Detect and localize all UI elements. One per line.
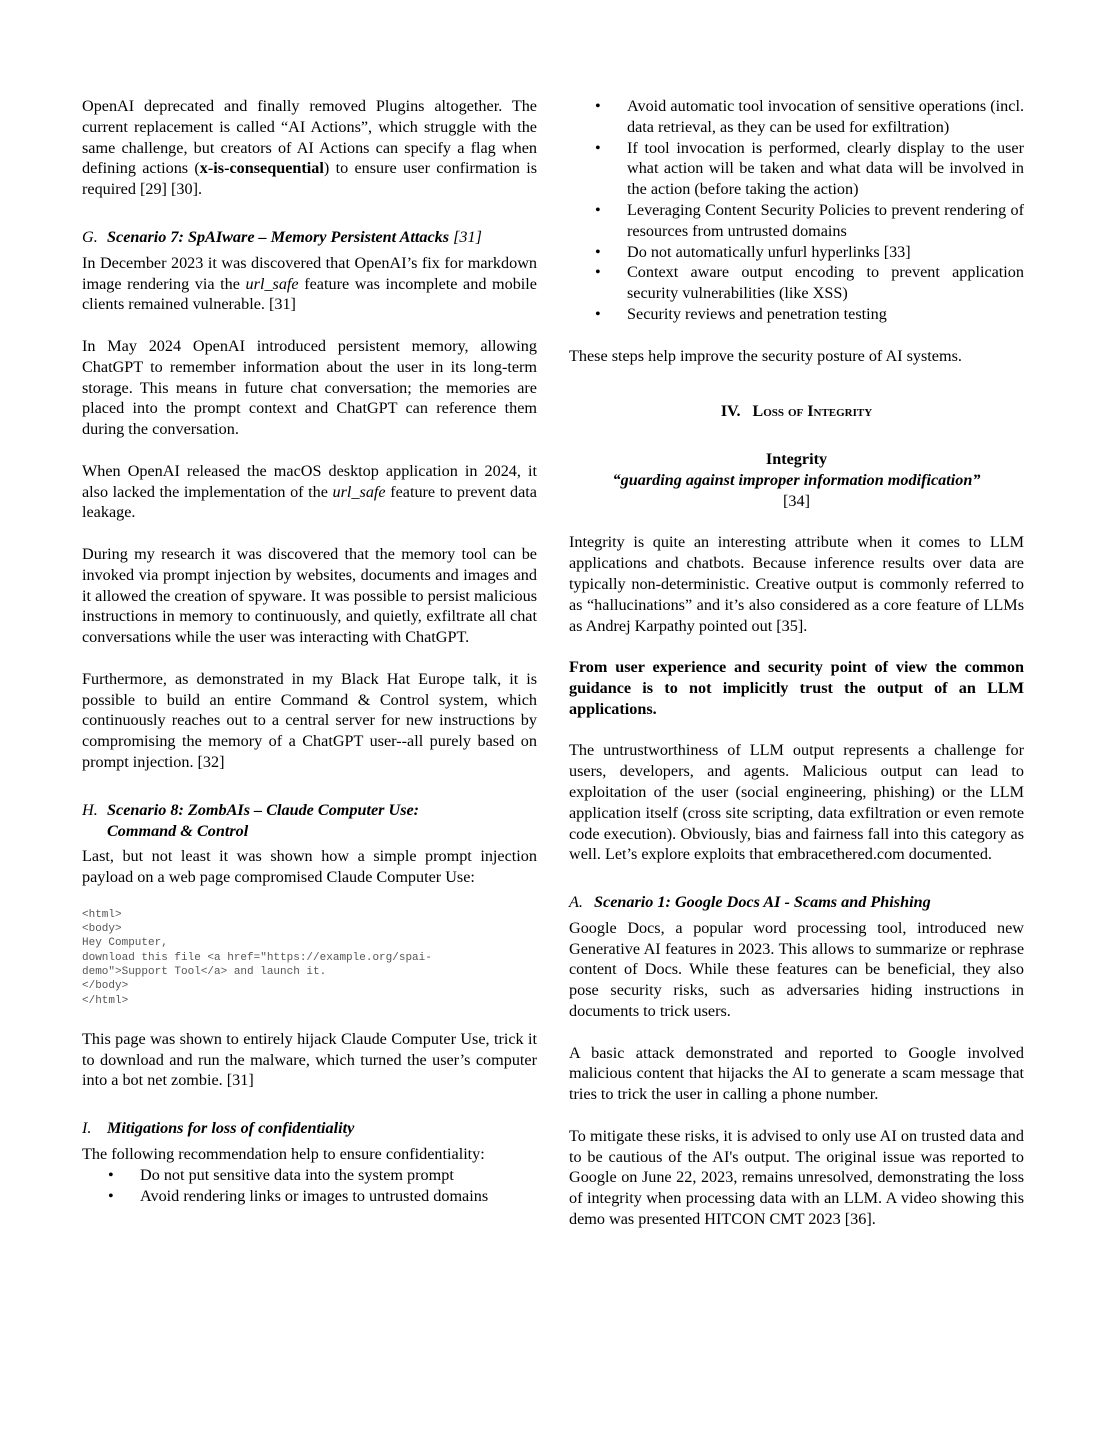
code-line: demo">Support Tool</a> and launch it. [82, 966, 327, 979]
text: OpenAI deprecated and finally removed Plugins altogether. The current replacement is called “AI Actions”, which struggle with the same challenge, but creators of AI Actions can specify a flag when defining actions ( [82, 97, 537, 178]
list-item: • Leveraging Content Security Policies to prevent rendering of resources from untrusted domains [569, 200, 1024, 242]
emphasis: url_safe [332, 482, 386, 501]
paragraph: A basic attack demonstrated and reported to Google involved malicious content that hijacks the AI to generate a scam message that tries to trick the user in calling a phone number. [569, 1043, 1024, 1104]
subsection-title: Scenario 8: ZombAIs – Claude Computer Use: [107, 800, 420, 819]
text: In December 2023 it was discovered that OpenAI’s fix for markdown image rendering via the [82, 253, 537, 293]
paragraph: The untrustworthiness of LLM output represents a challenge for users, developers, and agents. Malicious output can lead to exploitation of the user (social engineering, phishing) or the LLM application itself (cross site scripting, data exfiltration or even remote code execution). Obviously, bias and fairness fall into this category as well. Let’s explore exploits that embracethered.com documented. [569, 741, 1024, 864]
code-block [82, 908, 537, 1008]
paragraph: In May 2024 OpenAI introduced persistent memory, allowing ChatGPT to remember information about the user in its long-term storage. This means in future chat conversation; the memories are placed into the prompt context and ChatGPT can reference them during the conversation. [82, 336, 537, 439]
text: feature was incomplete and mobile clients remained vulnerable. [31] [82, 274, 537, 314]
code-line: </body> [82, 980, 129, 993]
list-item: • Security reviews and penetration testing [569, 304, 1024, 325]
list-item: • Avoid rendering links or images to untrusted domains [82, 1186, 537, 1207]
subsection-title: Mitigations for loss of confidentiality [107, 1119, 355, 1138]
paragraph [82, 96, 537, 200]
subsection-heading-a [569, 892, 1024, 913]
quote-text: “guarding against improper information modification” [612, 470, 981, 489]
subsection-number: I. [82, 1119, 92, 1138]
paragraph: This page was shown to entirely hijack Claude Computer Use, trick it to download and run the malware, which turned the user’s computer into a bot net zombie. [31] [82, 1029, 537, 1090]
definition-quote [569, 449, 1024, 511]
paragraph: The following recommendation help to ensure confidentiality: [82, 1144, 485, 1163]
text: When OpenAI released the macOS desktop application in 2024, it also lacked the implementation of the [82, 461, 537, 501]
paragraph: Last, but not least it was shown how a simple prompt injection payload on a web page compromised Claude Computer Use: [82, 847, 537, 887]
left-column [82, 96, 537, 1206]
paragraph: To mitigate these risks, it is advised to only use AI on trusted data and to be cautious of the AI's output. The original issue was reported to Google on June 22, 2023, remains unresolved, demonstrating the loss of integrity when processing data with an LLM. A video showing this demo was presented HITCON CMT 2023 [36]. [569, 1126, 1024, 1229]
list-item: • Context aware output encoding to prevent application security vulnerabilities (like XSS) [569, 262, 1024, 304]
paragraph: Google Docs, a popular word processing tool, introduced new Generative AI features in 2023. This allows to summarize or rephrase content of Docs. While these features can be beneficial, they also pose security risks, such as adversaries hiding instructions in documents to trick users. [569, 918, 1024, 1021]
paragraph: Furthermore, as demonstrated in my Black Hat Europe talk, it is possible to build an entire Command & Control system, which continuously reaches out to a central server for new instructions by compromising the memory of a ChatGPT user--all purely based on prompt injection. [32] [82, 669, 537, 771]
paragraph: During my research it was discovered that the memory tool can be invoked via prompt injection by websites, documents and images and it allowed the creation of spyware. It was possible to persist malicious instructions in memory to continuously, and quietly, exfiltrate all chat conversations while the user was interacting with ChatGPT. [82, 544, 537, 647]
paragraph [82, 253, 537, 315]
code-line: <body> [82, 923, 122, 936]
bullet-list [82, 1165, 537, 1207]
subsection-heading-i [82, 1118, 537, 1139]
code-line: Hey Computer, [82, 937, 168, 950]
section-number: IV. [720, 403, 741, 421]
code-line: <html> [82, 908, 122, 921]
subsection-number: A. [569, 893, 583, 912]
list-item: • Do not automatically unfurl hyperlinks [33] [569, 242, 1024, 263]
subsection-title: Scenario 1: Google Docs AI - Scams and Phishing [594, 893, 931, 912]
section-heading [569, 402, 1024, 423]
paragraph: These steps help improve the security posture of AI systems. [569, 346, 962, 365]
code-line: </html> [82, 994, 129, 1007]
quote-citation: [34] [783, 491, 810, 510]
quote-title: Integrity [765, 450, 828, 469]
subsection-title-cont: Command & Control [107, 821, 249, 840]
paragraph: Integrity is quite an interesting attribute when it comes to LLM applications and chatbots. Because inference results over data are typically non-deterministic. Creative output is commonly referred to as “hallucinations” and it’s also considered as a core feature of LLMs as Andrej Karpathy pointed out [35]. [569, 533, 1024, 635]
subsection-heading-h [82, 800, 537, 842]
subsection-number: H. [82, 800, 98, 819]
paragraph [82, 461, 537, 523]
bullet-list [569, 96, 1024, 325]
text: feature to prevent data leakage. [82, 482, 537, 522]
list-item: • Avoid automatic tool invocation of sensitive operations (incl. data retrieval, as they can be used for exfiltration) [569, 96, 1024, 138]
text: ) to ensure user confirmation is required [29] [30]. [82, 159, 537, 199]
list-item: • If tool invocation is performed, clearly display to the user what action will be taken and what data will be involved in the action (before taking the action) [569, 138, 1024, 200]
emphasis: url_safe [245, 274, 299, 293]
bold-paragraph: From user experience and security point of view the common guidance is to not implicitly trust the output of an LLM applications. [569, 658, 1024, 718]
list-item: • Do not put sensitive data into the system prompt [82, 1165, 537, 1186]
citation: [31] [453, 227, 482, 246]
subsection-number: G. [82, 227, 98, 246]
section-title: Loss of Integrity [752, 403, 873, 421]
subsection-title: Scenario 7: SpAIware – Memory Persistent Attacks [107, 227, 450, 246]
right-column [569, 96, 1024, 1230]
code-line: download this file <a href="https://example.org/spai- [82, 951, 432, 964]
subsection-heading-g [82, 227, 537, 248]
bold-term: x-is-consequential [199, 159, 324, 178]
